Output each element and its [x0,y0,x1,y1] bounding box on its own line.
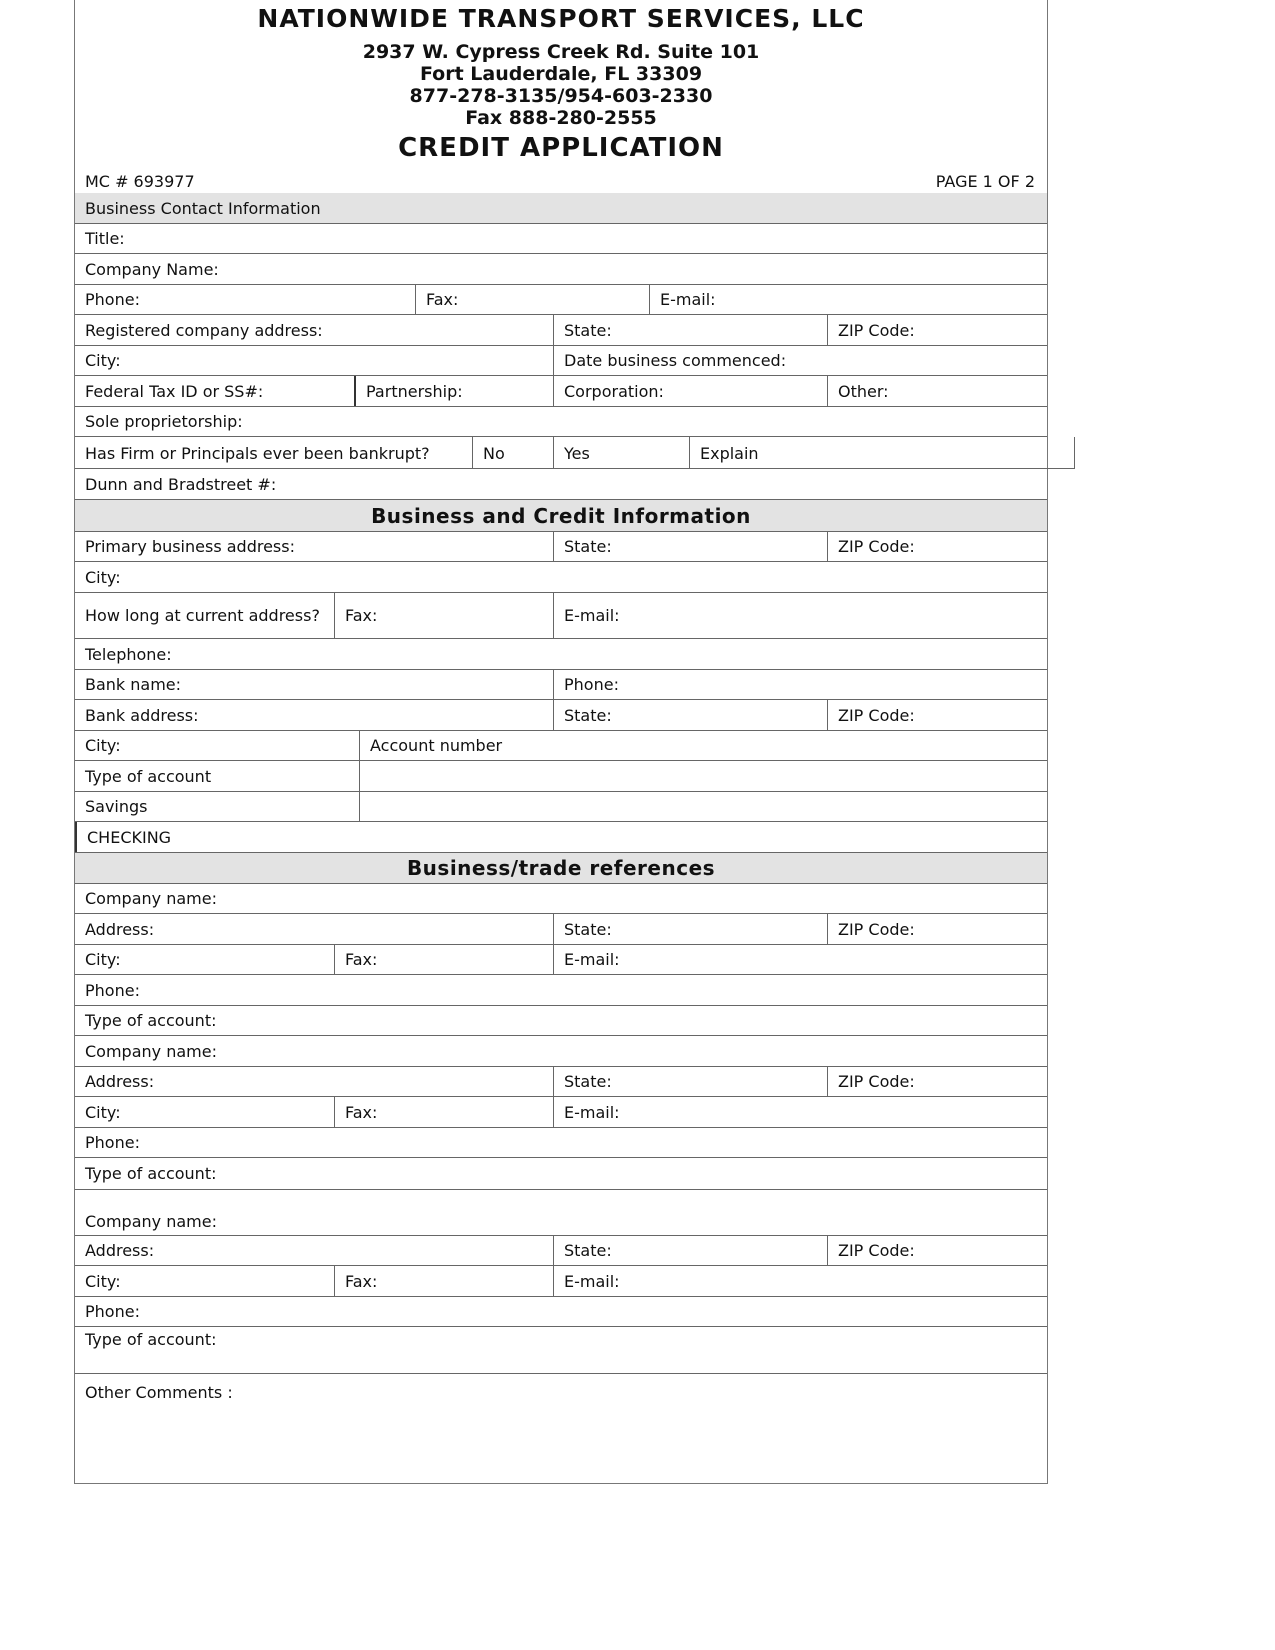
ref1-address-field[interactable]: Address: [85,919,155,939]
credit-application-form [74,0,1048,1484]
primary-zip-field[interactable]: ZIP Code: [827,532,1049,561]
ref2-type-row[interactable] [75,1158,1047,1190]
company-name-row[interactable] [75,254,1047,285]
other-field[interactable]: Other: [827,376,1049,406]
bankrupt-yes-option[interactable]: Yes [553,437,689,469]
state-field[interactable]: State: [553,315,827,345]
company-address-line2: Fort Lauderdale, FL 33309 [419,63,703,85]
savings-row [75,792,1047,822]
ref2-fax-field[interactable]: Fax: [334,1097,553,1127]
ref3-phone-row[interactable] [75,1297,1047,1327]
company-address-line1: 2937 W. Cypress Creek Rd. Suite 101 [362,41,760,63]
ref3-company-row[interactable] [75,1190,1047,1236]
primary-address-field[interactable]: Primary business address: [85,537,295,556]
bankrupt-no-option[interactable]: No [472,437,553,469]
ref2-company-name-field[interactable]: Company name: [85,1041,217,1061]
how-long-row [75,593,1047,639]
company-phones: 877-278-3135/954-603-2330 [409,85,713,107]
telephone-row[interactable] [75,639,1047,670]
ref3-city-field[interactable]: City: [85,1271,121,1291]
contact-phone-row [75,285,1047,315]
section-business-credit [75,500,1047,532]
other-comments-field[interactable]: Other Comments : [85,1383,233,1402]
fax-field[interactable]: Fax: [415,285,649,314]
primary-city-row[interactable] [75,562,1047,593]
document-title: CREDIT APPLICATION [398,133,724,163]
checking-option[interactable]: CHECKING [75,822,1047,852]
ref1-phone-field[interactable]: Phone: [85,980,140,1000]
ref3-company-name-field[interactable]: Company name: [85,1212,217,1231]
primary-address-row [75,532,1047,562]
credit-fax-field[interactable]: Fax: [334,593,553,638]
how-long-field[interactable]: How long at current address? [85,605,320,625]
ref1-address-row [75,914,1047,945]
registered-address-field[interactable]: Registered company address: [85,320,323,340]
corporation-field[interactable]: Corporation: [553,376,827,406]
section-trade-references [75,853,1047,884]
bankrupt-question: Has Firm or Principals ever been bankrupt? [85,443,430,463]
bankrupt-explain-field[interactable]: Explain [689,437,1075,469]
tax-id-row [75,376,1047,407]
ref3-address-field[interactable]: Address: [85,1241,155,1260]
partnership-field[interactable]: Partnership: [354,376,553,406]
ref1-city-row [75,945,1047,975]
ref2-city-row [75,1097,1047,1128]
checking-row [75,822,1047,853]
ref3-city-row [75,1266,1047,1297]
primary-state-field[interactable]: State: [553,532,827,561]
bank-phone-field[interactable]: Phone: [553,670,1049,699]
bank-zip-field[interactable]: ZIP Code: [827,700,1049,730]
bank-name-field[interactable]: Bank name: [85,675,182,694]
ref3-zip-field[interactable]: ZIP Code: [827,1236,1049,1265]
ref2-zip-field[interactable]: ZIP Code: [827,1067,1049,1096]
ref2-city-field[interactable]: City: [85,1102,121,1122]
bankrupt-row [75,437,1047,469]
type-of-account-label: Type of account [85,766,212,786]
ref2-email-field[interactable]: E-mail: [553,1097,1049,1127]
bank-name-row [75,670,1047,700]
bank-city-row [75,731,1047,761]
ref1-state-field[interactable]: State: [553,914,827,944]
date-commenced-field[interactable]: Date business commenced: [553,346,1049,375]
sole-proprietorship-row[interactable] [75,407,1047,437]
title-row[interactable] [75,224,1047,254]
sole-proprietorship-field[interactable]: Sole proprietorship: [85,412,243,431]
ref3-type-row[interactable] [75,1327,1047,1374]
page-indicator: PAGE 1 OF 2 [935,172,1035,191]
section-business-contact-label: Business Contact Information [85,198,321,218]
ref2-address-row [75,1067,1047,1097]
ref1-email-field[interactable]: E-mail: [553,945,1049,974]
type-of-account-field[interactable] [359,761,1049,791]
primary-city-field[interactable]: City: [85,567,121,587]
ref1-city-field[interactable]: City: [85,950,121,969]
bank-state-field[interactable]: State: [553,700,827,730]
company-name-heading: NATIONWIDE TRANSPORT SERVICES, LLC [257,4,865,33]
ref2-type-of-account-field[interactable]: Type of account: [85,1164,217,1183]
bank-city-field[interactable]: City: [85,736,121,755]
type-of-account-row [75,761,1047,792]
ref2-state-field[interactable]: State: [553,1067,827,1096]
ref2-address-field[interactable]: Address: [85,1072,155,1091]
ref1-zip-field[interactable]: ZIP Code: [827,914,1049,944]
ref2-phone-row[interactable] [75,1128,1047,1158]
city-commenced-row [75,346,1047,376]
phone-field[interactable]: Phone: [85,290,140,309]
section-business-credit-label: Business and Credit Information [371,503,751,528]
savings-option[interactable]: Savings [85,797,148,816]
telephone-field[interactable]: Telephone: [85,644,172,664]
ref1-company-name-field[interactable]: Company name: [85,889,217,908]
other-comments-row[interactable] [75,1374,1047,1484]
zip-field[interactable]: ZIP Code: [827,315,1049,345]
ref3-state-field[interactable]: State: [553,1236,827,1265]
title-field[interactable]: Title: [85,229,125,248]
ref1-phone-row[interactable] [75,975,1047,1006]
bank-address-row [75,700,1047,731]
bank-address-field[interactable]: Bank address: [85,705,199,725]
ref3-fax-field[interactable]: Fax: [334,1266,553,1296]
city-field[interactable]: City: [85,351,121,370]
ref1-type-of-account-field[interactable]: Type of account: [85,1011,217,1030]
mc-number: MC # 693977 [85,172,195,191]
company-name-field[interactable]: Company Name: [85,259,219,279]
ref3-email-field[interactable]: E-mail: [553,1266,1049,1296]
ref1-type-row[interactable] [75,1006,1047,1036]
ref1-company-row[interactable] [75,884,1047,914]
credit-email-field[interactable]: E-mail: [553,593,1049,638]
dunn-bradstreet-field[interactable]: Dunn and Bradstreet #: [85,474,277,494]
ref3-address-row [75,1236,1047,1266]
ref2-phone-field[interactable]: Phone: [85,1133,140,1152]
savings-value-field[interactable] [359,792,1049,821]
ref1-fax-field[interactable]: Fax: [334,945,553,974]
tax-id-field[interactable]: Federal Tax ID or SS#: [85,381,264,401]
dunn-bradstreet-row[interactable] [75,469,1047,500]
registered-address-row [75,315,1047,346]
ref3-type-of-account-field[interactable]: Type of account: [85,1330,217,1349]
email-field[interactable]: E-mail: [649,285,1049,314]
section-business-contact [75,193,1047,224]
company-fax: Fax 888-280-2555 [465,107,657,129]
account-number-field[interactable]: Account number [359,731,1049,760]
ref3-phone-field[interactable]: Phone: [85,1302,140,1321]
section-trade-references-label: Business/trade references [406,856,716,880]
ref2-company-row[interactable] [75,1036,1047,1067]
